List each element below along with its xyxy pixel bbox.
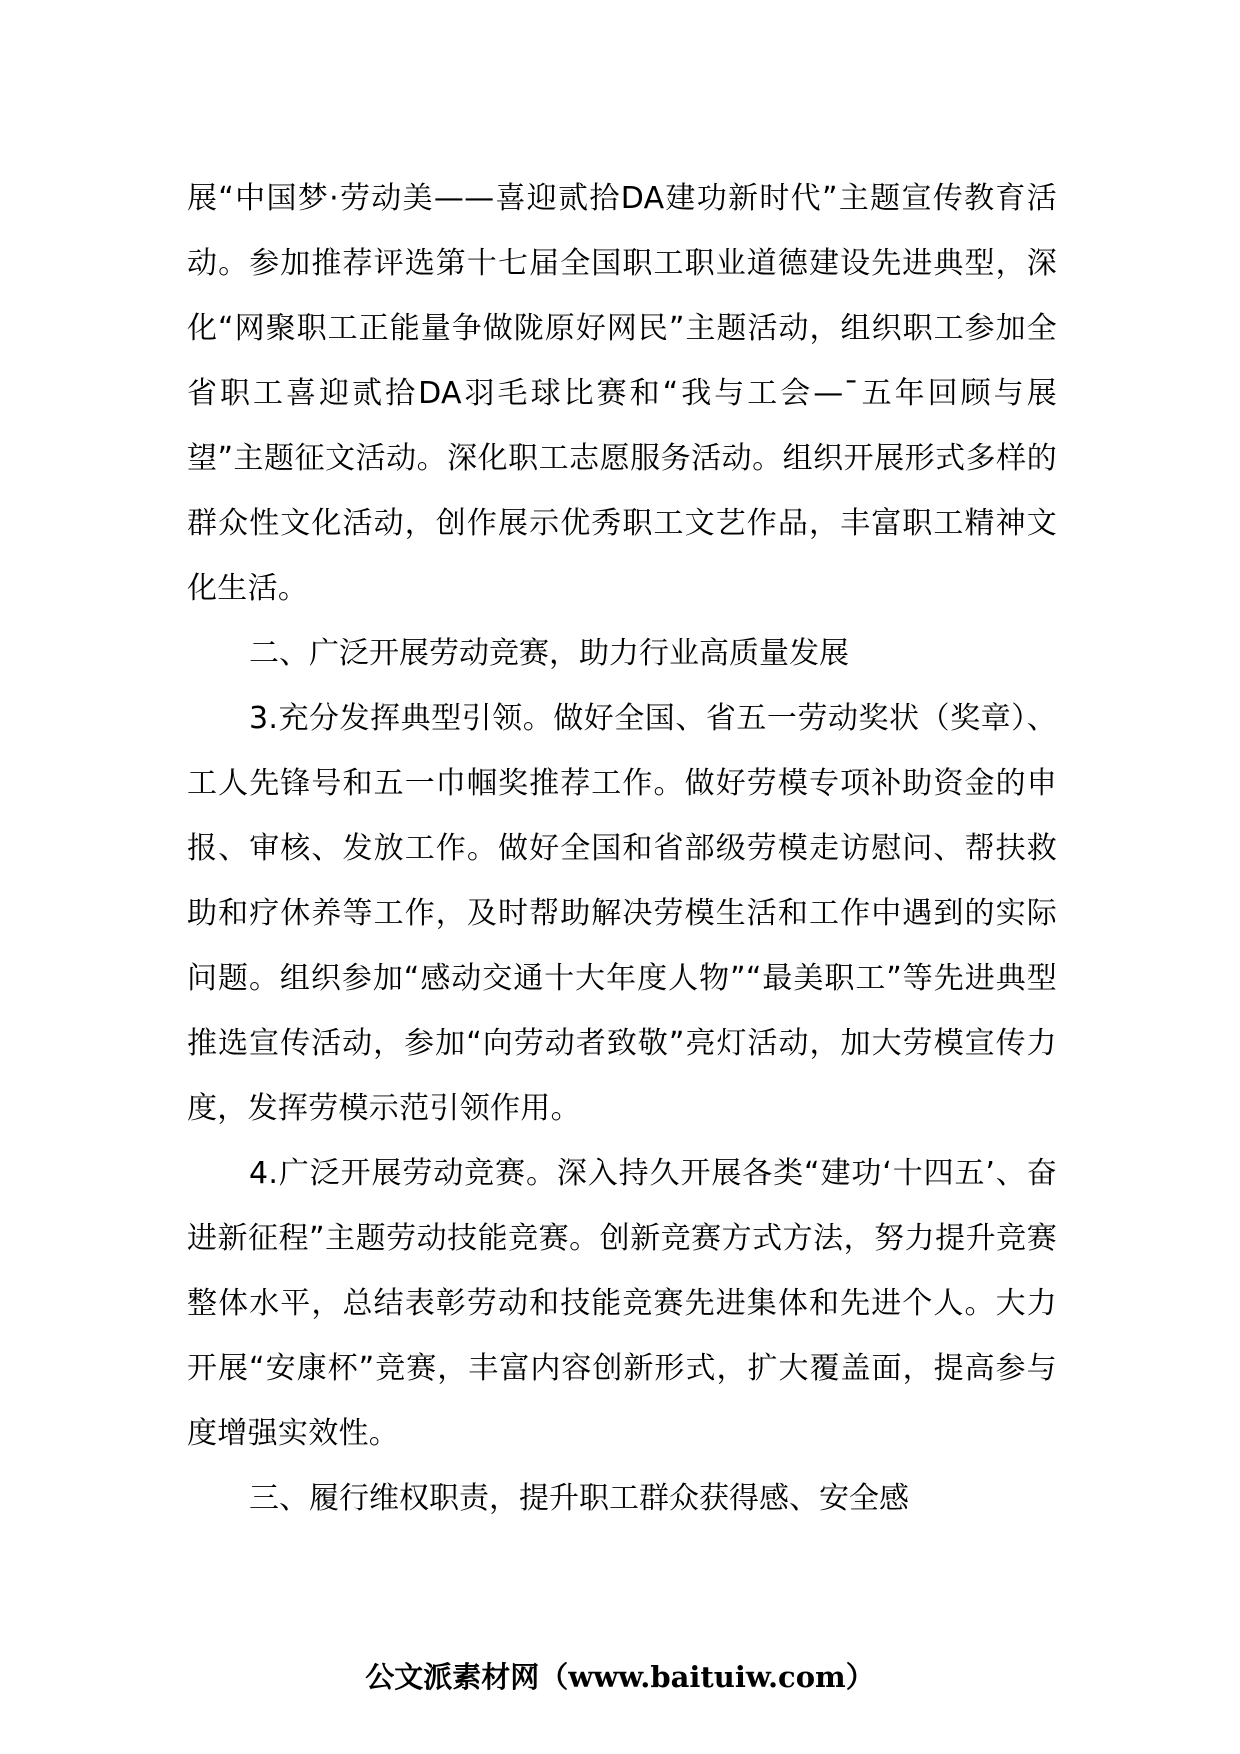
paragraph-labor-competition: 4.广泛开展劳动竞赛。深入持久开展各类“建功‘十四五’、奋进新征程”主题劳动技能竞赛。创新竞赛方式方法，努力提升竞赛整体水平，总结表彰劳动和技能竞赛先进集体和先进个人。大力开展“安康杯”竞赛，丰富内容创新形式，扩大覆盖面，提高参与度增强实效性。 — [187, 1156, 1057, 1451]
paragraph-model-guidance: 3.充分发挥典型引领。做好全国、省五一劳动奖状（奖章）、工人先锋号和五一巾帼奖推荐工作。做好劳模专项补助资金的申报、审核、发放工作。做好全国和省部级劳模走访慰问、帮扶救助和疗休养等工作，及时帮助解决劳模生活和工作中遇到的实际问题。组织参加“感动交通十大年度人物”“最美职工”等先进典型推选宣传活动，参加“向劳动者致敬”亮灯活动，加大劳模宣传力度，发挥劳模示范引领作用。 — [187, 701, 1057, 1126]
section-heading-rights-protection: 三、履行维权职责，提升职工群众获得感、安全感 — [249, 1481, 909, 1516]
document-body — [187, 166, 1057, 1531]
section-heading-labor-competition: 二、广泛开展劳动竞赛，助力行业高质量发展 — [249, 636, 849, 671]
paragraph-culture-activities: 展“中国梦·劳动美——喜迎贰拾DA建功新时代”主题宣传教育活动。参加推荐评选第十七届全国职工职业道德建设先进典型，深化“网聚职工正能量争做陇原好网民”主题活动，组织职工参加全省职工喜迎贰拾DA羽毛球比赛和“我与工会—¯五年回顾与展望”主题征文活动。深化职工志愿服务活动。组织开展形式多样的群众性文化活动，创作展示优秀职工文艺作品，丰富职工精神文化生活。 — [187, 181, 1057, 606]
footer-watermark: 公文派素材网（www.baituiw.com） — [365, 1660, 875, 1694]
